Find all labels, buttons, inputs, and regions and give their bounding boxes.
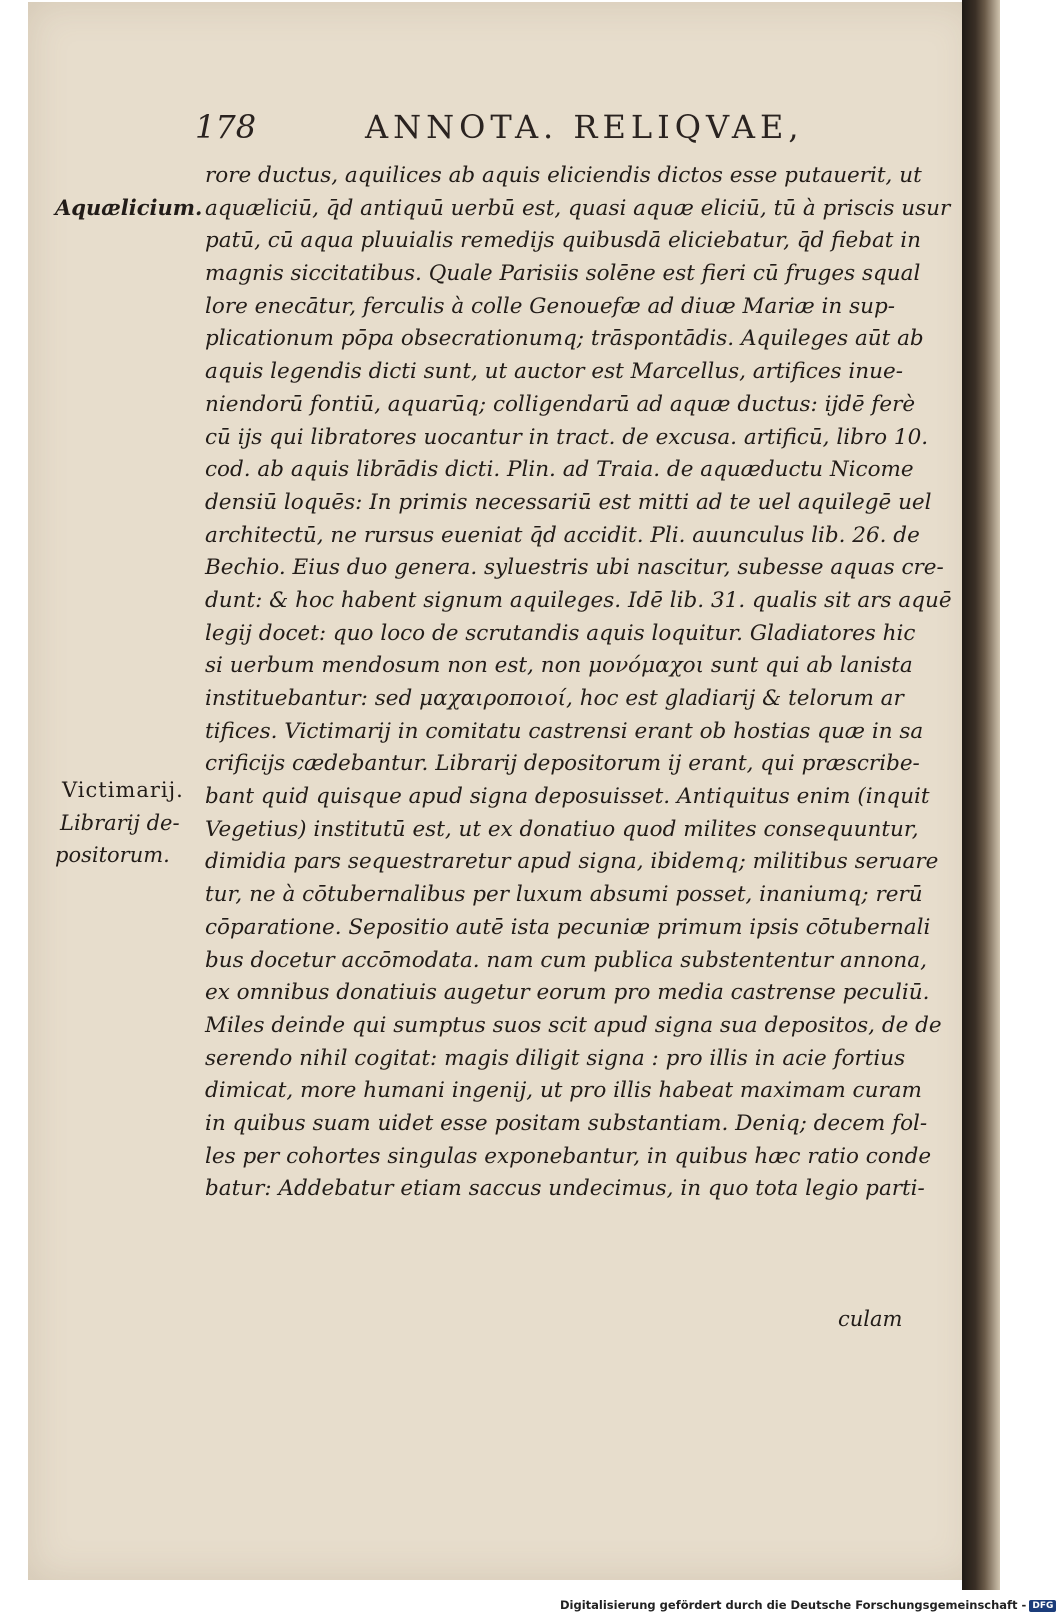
text-line: bus docetur accōmodata. nam cum publica substententur annona, xyxy=(205,947,927,973)
text-line: Bechio. Eius duo genera. syluestris ubi nascitur, subesse aquas cre- xyxy=(205,555,944,581)
text-line: densiū loquēs: In primis necessariū est mitti ad te uel aquilegē uel xyxy=(205,489,932,515)
text-line: Miles deinde qui sumptus suos scit apud signa sua depositos, de de xyxy=(205,1012,942,1038)
page-header xyxy=(195,108,915,148)
text-line: aquis legendis dicti sunt, ut auctor est Marcellus, artifices inue- xyxy=(205,359,903,385)
catchword: culam xyxy=(838,1307,903,1331)
text-line: crificijs cædebantur. Librarij depositorum ij erant, qui præscribe- xyxy=(205,751,920,777)
page-number: 178 xyxy=(195,108,257,146)
dfg-logo: DFG xyxy=(1029,1600,1056,1612)
text-line: Vegetius) institutū est, ut ex donatiuo quod milites consequuntur, xyxy=(205,816,919,842)
text-line: rore ductus, aquilices ab aquis eliciendis dictos esse putauerit, ut xyxy=(205,163,922,188)
text-line: instituebantur: sed μαχαιροποιοί, hoc est gladiarij & telorum ar xyxy=(205,686,904,711)
book-spine xyxy=(962,0,1000,1590)
text-line: tur, ne à cōtubernalibus per luxum absumi posset, inaniumq; rerū xyxy=(205,882,923,908)
text-line: ex omnibus donatiuis augetur eorum pro media castrense peculiū. xyxy=(205,980,930,1006)
margin-note-victimarij: Victimarij. xyxy=(62,778,184,802)
text-line: patū, cū aqua pluuialis remedijs quibusdā eliciebatur, q̄d fiebat in xyxy=(205,228,921,254)
text-line: legij docet: quo loco de scrutandis aquis loquitur. Gladiatores hic xyxy=(205,620,916,646)
margin-note-librarij-line1: Librarij de- xyxy=(60,811,180,835)
text-line: in quibus suam uidet esse positam substantiam. Deniq; decem fol- xyxy=(205,1110,928,1136)
text-line: cōparatione. Sepositio autē ista pecuniæ primum ipsis cōtubernali xyxy=(205,914,931,940)
text-line: les per cohortes singulas exponebantur, in quibus hæc ratio conde xyxy=(205,1143,932,1169)
text-line: plicationum pōpa obsecrationumq; trāspontādis. Aquileges aūt ab xyxy=(205,326,924,352)
body-text xyxy=(205,160,952,1206)
digitization-credit xyxy=(560,1598,1054,1619)
text-line: cū ijs qui libratores uocantur in tract. de excusa. artificū, libro 10. xyxy=(205,424,929,450)
text-line: architectū, ne rursus eueniat q̄d accidit. Pli. auunculus lib. 26. de xyxy=(205,522,920,548)
text-line: tifices. Victimarij in comitatu castrensi erant ob hostias quæ in sa xyxy=(205,718,924,744)
text-line: magnis siccitatibus. Quale Parisiis solēne est fieri cū fruges squal xyxy=(205,261,921,287)
text-line: serendo nihil cogitat: magis diligit signa : pro illis in acie fortius xyxy=(205,1045,906,1071)
margin-note-librarij-line2: positorum. xyxy=(55,843,170,867)
text-line: batur: Addebatur etiam saccus undecimus, in quo tota legio parti- xyxy=(205,1176,925,1202)
text-line: bant quid quisque apud signa deposuisset. Antiquitus enim (inquit xyxy=(205,784,930,810)
text-line: niendorū fontiū, aquarūq; colligendarū ad aquæ ductus: ijdē ferè xyxy=(205,391,916,417)
text-line: si uerbum mendosum non est, non μονόμαχοι sunt qui ab lanista xyxy=(205,653,913,679)
text-line: dunt: & hoc habent signum aquileges. Idē lib. 31. qualis sit ars aquē xyxy=(205,587,952,613)
running-title: ANNOTA. RELIQVAE, xyxy=(365,108,804,146)
text-line: lore enecātur, ferculis à colle Genouefæ ad diuæ Mariæ in sup- xyxy=(205,293,895,319)
margin-note-aquaelicium: Aquælicium. xyxy=(55,195,203,220)
credit-text: Digitalisierung gefördert durch die Deutsche Forschungsgemeinschaft - xyxy=(560,1598,1027,1612)
text-line: dimicat, more humani ingenij, ut pro illis habeat maximam curam xyxy=(205,1078,922,1104)
text-line: cod. ab aquis librādis dicti. Plin. ad Traia. de aquæductu Nicome xyxy=(205,457,914,483)
text-line: aquæliciū, q̄d antiquū uerbū est, quasi aquæ eliciū, tū à priscis usur xyxy=(205,195,951,221)
text-line: dimidia pars sequestraretur apud signa, ibidemq; militibus seruare xyxy=(205,849,939,875)
